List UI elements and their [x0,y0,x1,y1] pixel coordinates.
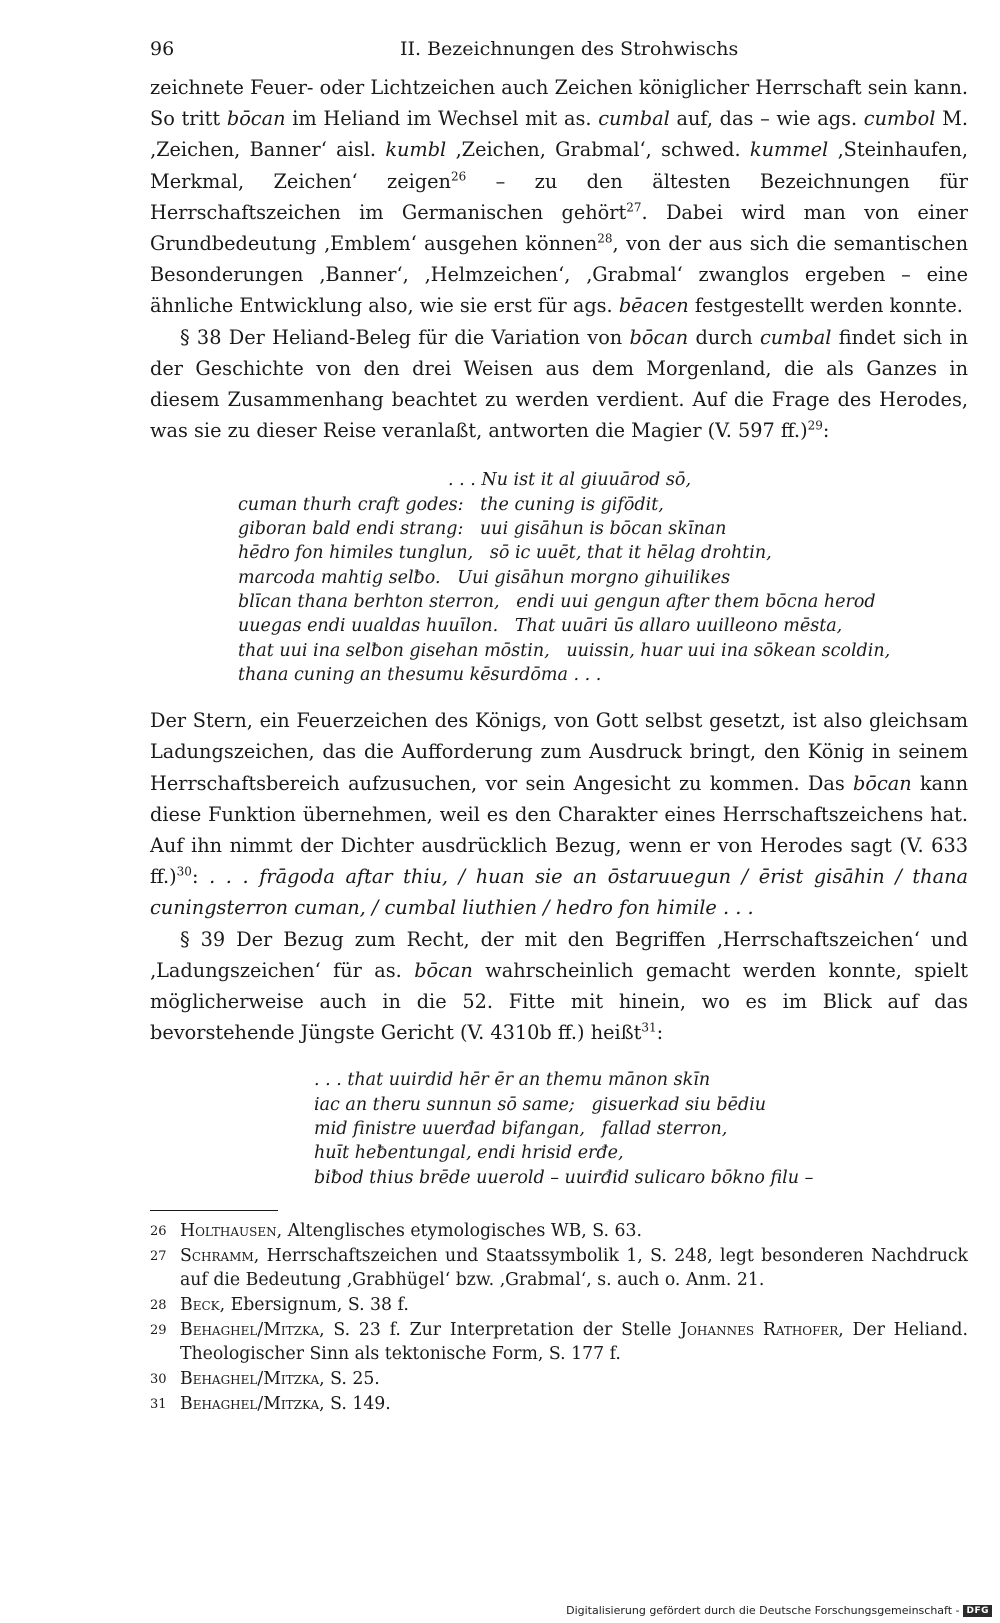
footnote-ref: 31 [641,1020,657,1035]
footnote-ref: 29 [807,418,823,433]
italic-term: . . . frāgoda aftar thiu, / huan sie an ōstaruuegun / ērist gisāhin / thana cuningsterron cuman, / cumbal liuthien / hedro fon himile . . . [150,865,968,920]
footnote-31 [150,1392,968,1417]
verse-line: uuegas endi uualdas huuīlon. That uuāri ūs allaro uuilleono mēsta, [238,616,843,637]
text-run: . Dabei wird man von einer Grundbedeutung ‚Emblem‘ ausgehen können [150,200,968,256]
text-run: ‚Steinhaufen, Merkmal, Zeichen‘ zeigen [150,138,968,193]
page-number: 96 [150,38,175,60]
author-name: Johannes Rathofer [680,1320,839,1341]
dfg-logo: DFG [963,1605,992,1617]
italic-term: cumbol [863,107,936,131]
footnote-ref: 26 [450,169,467,184]
author-name: Behaghel/Mitzka [180,1368,320,1389]
running-header [150,38,968,72]
text-run: : [822,419,830,443]
footnote-text [180,1318,968,1367]
verse-line: hēdro fon himiles tunglun, sō ic uuēt, that it hēlag drohtin, [238,543,772,564]
verse-quote-heliand-4310 [314,1068,968,1189]
footnote-number: 28 [150,1297,167,1313]
running-title: II. Bezeichnungen des Strohwischs [400,38,739,60]
italic-term: kummel [749,138,829,162]
verse-line: mid finistre uuerđad bifangan, fallad sterron, [314,1118,728,1139]
verse-line: biƀod thius brēde uuerold – uuirđid sulicaro bōkno filu – [314,1167,814,1188]
main-text [150,72,968,446]
text-run: : [191,865,210,889]
footnote-26 [150,1219,968,1244]
author-name: Behaghel/Mitzka [180,1393,320,1414]
verse-line: . . . Nu ist it al giuuārod sō, [448,470,692,491]
footnote-ref: 30 [176,864,192,879]
text-run: § 39 Der Bezug zum Recht, der mit den Begriffen ‚Herrschaftszeichen‘ und ‚Ladungszeichen‘ für as. [150,927,968,982]
verse-line: huīt heƀentungal, endi hrisid erđe, [314,1143,624,1164]
page [150,38,968,1417]
text-run: festgestellt werden konnte. [688,294,963,318]
text-run: : [656,1021,664,1045]
text-run: findet sich in der Geschichte von den drei Weisen aus dem Morgenland, die als Ganzes in diesem Zusammenhang beachtet zu werden verdient. Auf die Frage des Herodes, was sie zu dieser Reise veranlaßt, antworten die Magier (V. 597 ff.) [150,325,969,443]
verse-line: cuman thurh craft godes: the cuning is gifōdit, [238,494,664,515]
footnote-number: 31 [150,1396,167,1412]
footnote-ref: 28 [597,231,613,246]
text-run: zeichnete Feuer- oder Lichtzeichen auch Zeichen königlicher Herrschaft sein kann. So tritt [150,76,968,131]
verse-line: marcoda mahtig selƀo. Uui gisāhun morgno gihuilikes [238,567,731,588]
italic-term: bōcan [853,771,912,795]
paragraph-section-39 [150,924,968,1049]
footer-text: Digitalisierung gefördert durch die Deutsche Forschungsgemeinschaft - [566,1604,960,1617]
text-run: wahrscheinlich gemacht werden konnte, spielt möglicherweise auch in die 52. Fitte mit hinein, wo es im Blick auf das bevorstehende Jüngste Gericht (V. 4310b ff.) heißt [150,958,968,1045]
text-run: Der Stern, ein Feuerzeichen des Königs, von Gott selbst gesetzt, ist also gleichsam Ladungszeichen, das die Aufforderung zum Ausdruck bringt, den König in seinem Herrschaftsbereich aufzusuchen, vor sein Angesicht zu kommen. Das [150,709,968,795]
text-run: – zu den ältesten Bezeichnungen für Herrschaftszeichen im Germanischen gehört [150,169,968,224]
italic-term: cumbal [759,325,832,349]
text-run: , S. 25. [319,1368,380,1389]
text-run: , Ebersignum, S. 38 f. [219,1294,409,1315]
footnote-28 [150,1293,968,1318]
footnote-29 [150,1318,968,1367]
footnote-text [180,1244,968,1293]
verse-line: that uui ina selƀon gisehan mōstin, uuissin, huar uui ina sōkean scoldin, [238,640,891,661]
main-text-continued [150,705,968,1048]
text-run: kann diese Funktion übernehmen, weil es den Charakter eines Herrschaftszeichens hat. Auf ihn nimmt der Dichter ausdrücklich Bezug, wenn er von Herodes sagt (V. 633 ff.) [150,771,968,889]
author-name: Beck [180,1294,220,1315]
italic-term: bōcan [226,107,286,131]
footnote-number: 30 [150,1371,167,1387]
italic-term: bēacen [618,294,689,318]
footnote-number: 26 [150,1223,167,1239]
text-run: , S. 23 f. Zur Interpretation der Stelle [319,1320,681,1341]
italic-term: kumbl [385,138,447,162]
author-name: Schramm [180,1246,254,1267]
italic-term: cumbal [598,107,670,131]
verse-quote-heliand-597 [238,468,968,687]
verse-line: iac an theru sunnun sō same; gisuerkad siu bēdiu [314,1094,767,1115]
verse-line: blīcan thana berhton sterron, endi uui gengun after them bōcna herod [238,591,876,612]
footnote-text [180,1367,968,1392]
footnote-text [180,1219,968,1244]
text-run: , S. 149. [319,1393,391,1414]
author-name: Behaghel/Mitzka [180,1320,320,1341]
verse-line: thana cuning an thesumu kēsurdōma . . . [238,664,602,685]
footnote-ref: 27 [626,200,642,215]
text-run: , Der Heliand. Theologischer Sinn als tektonische Form, S. 177 f. [180,1320,968,1365]
footnote-number: 27 [150,1249,167,1265]
text-run: durch [688,325,760,349]
verse-line: . . . that uuirdid hēr ēr an themu mānon skīn [314,1070,711,1091]
text-run: , Altenglisches etymologisches WB, S. 63. [276,1220,642,1241]
footnote-30 [150,1367,968,1392]
text-run: ‚Zeichen, Grabmal‘, schwed. [446,138,750,162]
footnotes [150,1219,968,1417]
text-run: im Heliand im Wechsel mit as. [285,107,599,131]
footnote-text [180,1293,968,1318]
text-run: , von der aus sich die semantischen Besonderungen ‚Banner‘, ‚Helmzeichen‘, ‚Grabmal‘ zwanglos ergeben – eine ähnliche Entwicklung also, wie sie erst für ags. [150,232,968,318]
author-name: Holthausen [180,1220,277,1241]
text-run: auf, das – wie ags. [669,107,864,131]
text-run: M. ‚Zeichen, Banner‘ aisl. [150,107,968,162]
italic-term: bōcan [414,958,473,982]
footnote-27 [150,1244,968,1293]
digitization-footer [566,1604,992,1617]
paragraph-section-38 [150,322,968,447]
text-run: § 38 Der Heliand-Beleg für die Variation von [180,325,630,349]
paragraph [150,705,968,923]
italic-term: bōcan [629,325,689,349]
paragraph [150,72,968,322]
footnote-number: 29 [150,1323,167,1339]
footnote-separator [150,1210,278,1211]
footnote-text [180,1392,968,1417]
verse-line: giboran bald endi strang: uui gisāhun is bōcan skīnan [238,519,727,540]
text-run: , Herrschaftszeichen und Staatssymbolik 1, S. 248, legt besonderen Nachdruck auf die Bedeutung ‚Grabhügel‘ bzw. ‚Grabmal‘, s. auch o. Anm. 21. [180,1246,968,1291]
